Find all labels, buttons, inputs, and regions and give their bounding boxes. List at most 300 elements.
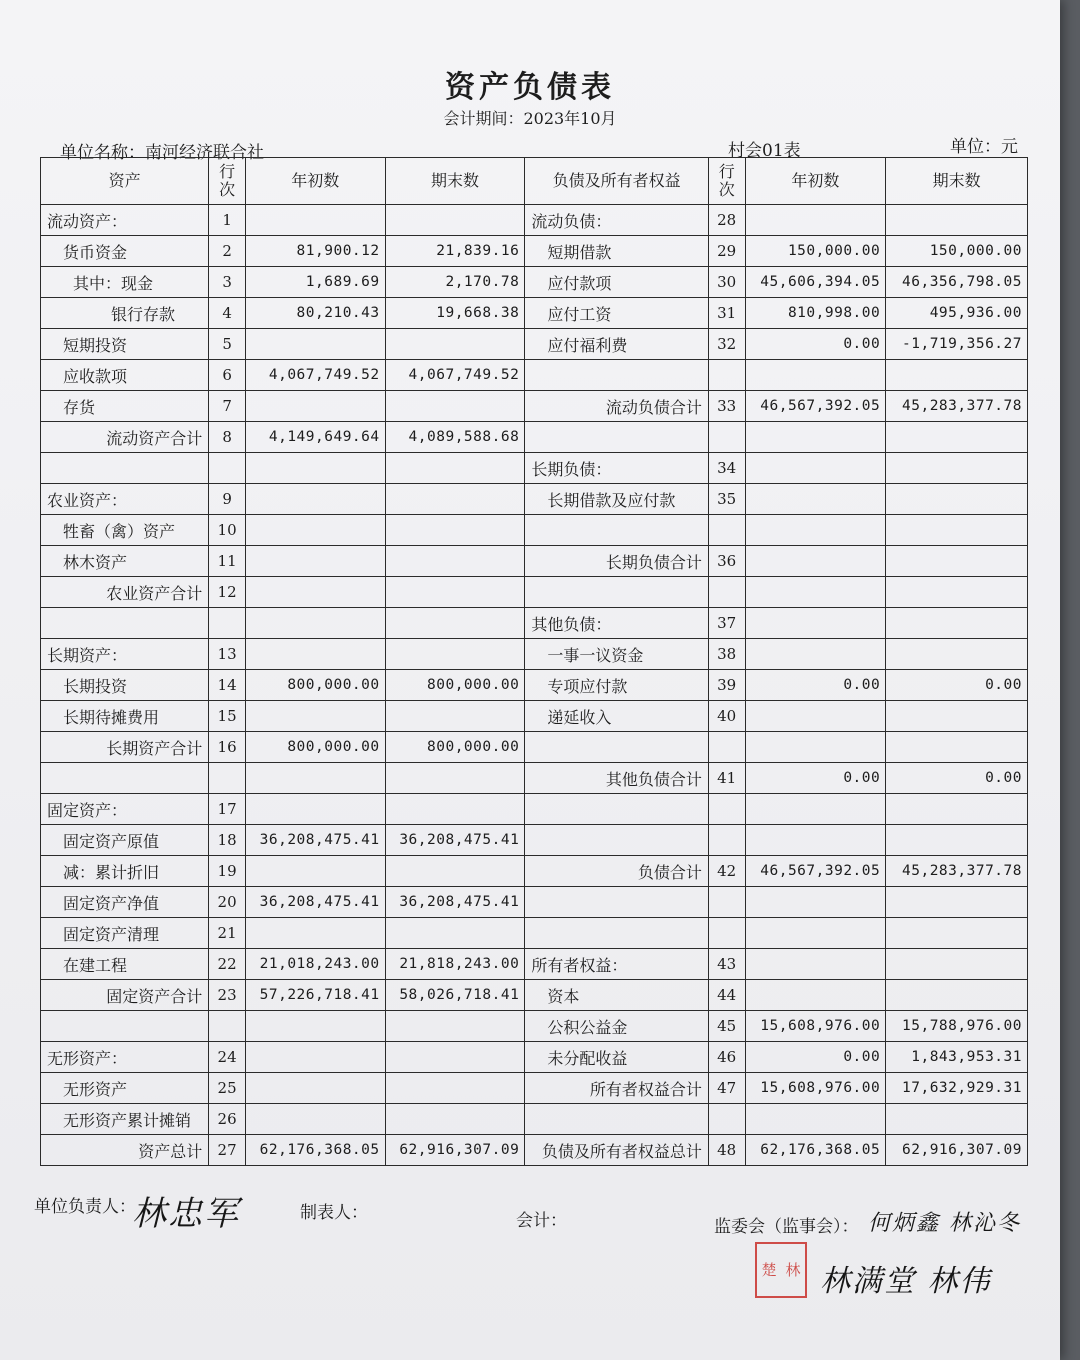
liability-line-no: 38 <box>708 639 745 670</box>
liability-end-amount <box>886 546 1028 577</box>
liability-label <box>525 360 709 391</box>
liability-end-amount <box>886 980 1028 1011</box>
liability-label: 长期借款及应付款 <box>525 484 709 515</box>
asset-label <box>41 453 209 484</box>
asset-end-amount <box>385 515 525 546</box>
asset-label: 林木资产 <box>41 546 209 577</box>
liability-begin-amount <box>745 1104 886 1135</box>
liability-end-amount: 15,788,976.00 <box>886 1011 1028 1042</box>
asset-begin-amount <box>245 453 385 484</box>
liability-end-amount <box>886 794 1028 825</box>
liability-label <box>525 732 709 763</box>
liability-begin-amount: 62,176,368.05 <box>745 1135 886 1166</box>
liability-begin-amount <box>745 918 886 949</box>
asset-begin-amount <box>245 918 385 949</box>
asset-label: 资产总计 <box>41 1135 209 1166</box>
asset-begin-amount: 57,226,718.41 <box>245 980 385 1011</box>
liability-begin-amount <box>745 608 886 639</box>
asset-label: 在建工程 <box>41 949 209 980</box>
asset-line-no: 17 <box>209 794 246 825</box>
liability-begin-amount <box>745 732 886 763</box>
liability-label <box>525 918 709 949</box>
bottom-signatures: 林满堂 林伟 <box>820 1264 992 1299</box>
liability-label <box>525 422 709 453</box>
table-row <box>41 949 1028 980</box>
liability-label: 长期负债合计 <box>525 546 709 577</box>
table-header-row <box>41 158 1028 205</box>
seal-char: 楚 <box>761 1261 777 1279</box>
liability-begin-amount: 45,606,394.05 <box>745 267 886 298</box>
liability-line-no: 45 <box>708 1011 745 1042</box>
asset-label: 短期投资 <box>41 329 209 360</box>
table-body <box>41 205 1028 1166</box>
asset-end-amount: 800,000.00 <box>385 732 525 763</box>
asset-line-no: 3 <box>209 267 246 298</box>
liability-end-amount: 62,916,307.09 <box>886 1135 1028 1166</box>
liability-line-no: 32 <box>708 329 745 360</box>
asset-line-no: 8 <box>209 422 246 453</box>
asset-line-no: 15 <box>209 701 246 732</box>
asset-begin-amount: 36,208,475.41 <box>245 887 385 918</box>
table-row <box>41 1042 1028 1073</box>
asset-line-no: 25 <box>209 1073 246 1104</box>
liability-label: 其他负债合计 <box>525 763 709 794</box>
accountant-label: 会计： <box>516 1211 567 1231</box>
liability-label <box>525 794 709 825</box>
liability-begin-amount <box>745 887 886 918</box>
liability-label: 长期负债： <box>525 453 709 484</box>
liability-line-no <box>708 360 745 391</box>
asset-begin-amount <box>245 391 385 422</box>
liability-begin-amount: 0.00 <box>745 1042 886 1073</box>
asset-begin-amount: 800,000.00 <box>245 670 385 701</box>
liability-end-amount <box>886 515 1028 546</box>
asset-end-amount: 4,089,588.68 <box>385 422 525 453</box>
liability-line-no: 48 <box>708 1135 745 1166</box>
asset-line-no: 24 <box>209 1042 246 1073</box>
asset-end-amount <box>385 577 525 608</box>
liability-line-no <box>708 577 745 608</box>
asset-line-no: 12 <box>209 577 246 608</box>
liability-line-no: 35 <box>708 484 745 515</box>
responsible-signature: 林忠军 <box>132 1194 240 1234</box>
liability-begin-amount <box>745 949 886 980</box>
asset-label: 农业资产： <box>41 484 209 515</box>
liability-end-amount: 495,936.00 <box>886 298 1028 329</box>
responsible-label: 单位负责人： <box>34 1197 136 1217</box>
liability-label: 其他负债： <box>525 608 709 639</box>
asset-begin-amount: 800,000.00 <box>245 732 385 763</box>
page-title: 资产负债表 <box>445 70 615 105</box>
liability-label: 应付工资 <box>525 298 709 329</box>
asset-end-amount: 62,916,307.09 <box>385 1135 525 1166</box>
asset-begin-amount: 1,689.69 <box>245 267 385 298</box>
asset-begin-amount: 81,900.12 <box>245 236 385 267</box>
table-row <box>41 484 1028 515</box>
liability-end-amount: 17,632,929.31 <box>886 1073 1028 1104</box>
asset-end-amount: 36,208,475.41 <box>385 825 525 856</box>
liability-label: 递延收入 <box>525 701 709 732</box>
asset-line-no: 22 <box>209 949 246 980</box>
table-row <box>41 391 1028 422</box>
liability-begin-amount: 15,608,976.00 <box>745 1011 886 1042</box>
unit-name: 单位名称：南河经济联合社 <box>60 143 264 163</box>
asset-line-no <box>209 1011 246 1042</box>
asset-end-amount <box>385 763 525 794</box>
form-id: 村会01表 <box>728 141 801 161</box>
liability-begin-amount: 0.00 <box>745 329 886 360</box>
liability-end-amount <box>886 701 1028 732</box>
asset-line-no: 4 <box>209 298 246 329</box>
table-row <box>41 515 1028 546</box>
asset-line-no: 9 <box>209 484 246 515</box>
liability-label <box>525 887 709 918</box>
liability-end-amount <box>886 422 1028 453</box>
table-row <box>41 670 1028 701</box>
asset-begin-amount <box>245 1042 385 1073</box>
table-row <box>41 608 1028 639</box>
asset-end-amount <box>385 546 525 577</box>
asset-line-no: 6 <box>209 360 246 391</box>
liability-end-amount: 45,283,377.78 <box>886 856 1028 887</box>
liability-label <box>525 1104 709 1135</box>
asset-label: 长期待摊费用 <box>41 701 209 732</box>
asset-line-no: 20 <box>209 887 246 918</box>
asset-begin-amount: 62,176,368.05 <box>245 1135 385 1166</box>
asset-begin-amount <box>245 1011 385 1042</box>
liability-end-amount: 0.00 <box>886 763 1028 794</box>
asset-label: 长期投资 <box>41 670 209 701</box>
liability-label: 应付福利费 <box>525 329 709 360</box>
asset-end-amount <box>385 1104 525 1135</box>
liability-label: 应付款项 <box>525 267 709 298</box>
seal-char: 林 <box>785 1261 801 1279</box>
asset-line-no <box>209 453 246 484</box>
liability-line-no: 28 <box>708 205 745 236</box>
liability-line-no: 42 <box>708 856 745 887</box>
asset-label <box>41 608 209 639</box>
liability-begin-amount <box>745 453 886 484</box>
asset-label: 长期资产： <box>41 639 209 670</box>
asset-begin-amount <box>245 1073 385 1104</box>
supervisory-signatures: 何炳鑫 林沁冬 <box>868 1211 1021 1236</box>
asset-end-amount: 36,208,475.41 <box>385 887 525 918</box>
liability-line-no: 39 <box>708 670 745 701</box>
liability-begin-amount: 810,998.00 <box>745 298 886 329</box>
table-row <box>41 825 1028 856</box>
asset-label <box>41 1011 209 1042</box>
liability-line-no: 41 <box>708 763 745 794</box>
liability-begin-amount <box>745 794 886 825</box>
table-row <box>41 639 1028 670</box>
liability-end-amount: 150,000.00 <box>886 236 1028 267</box>
liability-end-amount: 0.00 <box>886 670 1028 701</box>
asset-begin-amount <box>245 701 385 732</box>
liability-label: 一事一议资金 <box>525 639 709 670</box>
asset-line-no: 7 <box>209 391 246 422</box>
liability-end-amount <box>886 825 1028 856</box>
header-end-right: 期末数 <box>886 158 1028 205</box>
liability-line-no: 47 <box>708 1073 745 1104</box>
asset-begin-amount <box>245 546 385 577</box>
liability-label: 短期借款 <box>525 236 709 267</box>
asset-begin-amount <box>245 856 385 887</box>
asset-end-amount <box>385 391 525 422</box>
asset-label: 流动资产： <box>41 205 209 236</box>
asset-end-amount <box>385 639 525 670</box>
asset-label: 应收款项 <box>41 360 209 391</box>
asset-end-amount: 2,170.78 <box>385 267 525 298</box>
asset-end-amount <box>385 794 525 825</box>
asset-label: 牲畜（禽）资产 <box>41 515 209 546</box>
liability-label: 资本 <box>525 980 709 1011</box>
liability-line-no: 31 <box>708 298 745 329</box>
liability-begin-amount: 15,608,976.00 <box>745 1073 886 1104</box>
asset-end-amount <box>385 1042 525 1073</box>
table-row <box>41 1104 1028 1135</box>
asset-end-amount: 21,839.16 <box>385 236 525 267</box>
liability-begin-amount: 0.00 <box>745 763 886 794</box>
liability-label: 负债合计 <box>525 856 709 887</box>
asset-end-amount <box>385 1073 525 1104</box>
liability-line-no <box>708 825 745 856</box>
table-row <box>41 329 1028 360</box>
liability-label: 所有者权益合计 <box>525 1073 709 1104</box>
liability-line-no: 43 <box>708 949 745 980</box>
liability-end-amount <box>886 608 1028 639</box>
liability-label: 所有者权益： <box>525 949 709 980</box>
asset-label: 流动资产合计 <box>41 422 209 453</box>
asset-begin-amount <box>245 1104 385 1135</box>
asset-end-amount: 58,026,718.41 <box>385 980 525 1011</box>
liability-line-no: 46 <box>708 1042 745 1073</box>
liability-begin-amount <box>745 980 886 1011</box>
liability-end-amount <box>886 484 1028 515</box>
asset-end-amount <box>385 329 525 360</box>
asset-line-no: 14 <box>209 670 246 701</box>
asset-begin-amount <box>245 794 385 825</box>
asset-label: 农业资产合计 <box>41 577 209 608</box>
asset-label: 减：累计折旧 <box>41 856 209 887</box>
asset-label: 固定资产净值 <box>41 887 209 918</box>
liability-begin-amount <box>745 577 886 608</box>
header-liability: 负债及所有者权益 <box>525 158 709 205</box>
liability-label: 专项应付款 <box>525 670 709 701</box>
liability-line-no: 34 <box>708 453 745 484</box>
asset-line-no: 23 <box>209 980 246 1011</box>
supervisory-label: 监委会（监事会）： <box>714 1217 859 1237</box>
asset-begin-amount <box>245 515 385 546</box>
table-row <box>41 205 1028 236</box>
table-row <box>41 1011 1028 1042</box>
asset-end-amount <box>385 701 525 732</box>
liability-end-amount <box>886 453 1028 484</box>
liability-end-amount: 46,356,798.05 <box>886 267 1028 298</box>
asset-label: 其中：现金 <box>41 267 209 298</box>
liability-line-no: 44 <box>708 980 745 1011</box>
liability-line-no: 33 <box>708 391 745 422</box>
liability-begin-amount <box>745 639 886 670</box>
table-row <box>41 422 1028 453</box>
liability-label <box>525 515 709 546</box>
liability-end-amount <box>886 360 1028 391</box>
asset-line-no: 21 <box>209 918 246 949</box>
asset-line-no: 18 <box>209 825 246 856</box>
asset-line-no: 2 <box>209 236 246 267</box>
liability-line-no: 37 <box>708 608 745 639</box>
asset-label: 固定资产合计 <box>41 980 209 1011</box>
liability-begin-amount <box>745 422 886 453</box>
asset-end-amount <box>385 484 525 515</box>
liability-label: 公积公益金 <box>525 1011 709 1042</box>
liability-end-amount <box>886 732 1028 763</box>
liability-end-amount: 1,843,953.31 <box>886 1042 1028 1073</box>
liability-begin-amount <box>745 515 886 546</box>
liability-line-no: 40 <box>708 701 745 732</box>
asset-end-amount <box>385 205 525 236</box>
table-row <box>41 856 1028 887</box>
header-end-left: 期末数 <box>385 158 525 205</box>
asset-label: 固定资产： <box>41 794 209 825</box>
liability-end-amount: -1,719,356.27 <box>886 329 1028 360</box>
liability-begin-amount <box>745 205 886 236</box>
liability-end-amount <box>886 887 1028 918</box>
table-row <box>41 701 1028 732</box>
asset-label: 无形资产累计摊销 <box>41 1104 209 1135</box>
liability-end-amount <box>886 205 1028 236</box>
table-row <box>41 546 1028 577</box>
asset-label: 银行存款 <box>41 298 209 329</box>
asset-end-amount <box>385 1011 525 1042</box>
table-row <box>41 1073 1028 1104</box>
liability-end-amount: 45,283,377.78 <box>886 391 1028 422</box>
asset-end-amount <box>385 608 525 639</box>
liability-line-no <box>708 732 745 763</box>
asset-label <box>41 763 209 794</box>
liability-label: 未分配收益 <box>525 1042 709 1073</box>
balance-sheet-table <box>40 157 1028 1166</box>
red-seal-stamp <box>755 1242 807 1298</box>
asset-line-no: 5 <box>209 329 246 360</box>
asset-end-amount: 21,818,243.00 <box>385 949 525 980</box>
liability-begin-amount: 46,567,392.05 <box>745 391 886 422</box>
table-row <box>41 918 1028 949</box>
asset-line-no: 10 <box>209 515 246 546</box>
liability-line-no: 30 <box>708 267 745 298</box>
header-begin-left: 年初数 <box>245 158 385 205</box>
table-row <box>41 360 1028 391</box>
liability-line-no <box>708 794 745 825</box>
table-row <box>41 453 1028 484</box>
asset-line-no: 19 <box>209 856 246 887</box>
table-row <box>41 1135 1028 1166</box>
liability-end-amount <box>886 918 1028 949</box>
asset-begin-amount <box>245 577 385 608</box>
liability-label <box>525 577 709 608</box>
table-row <box>41 887 1028 918</box>
asset-begin-amount <box>245 608 385 639</box>
table-row <box>41 732 1028 763</box>
asset-label: 存货 <box>41 391 209 422</box>
table-row <box>41 267 1028 298</box>
liability-end-amount <box>886 577 1028 608</box>
liability-begin-amount <box>745 484 886 515</box>
liability-label <box>525 825 709 856</box>
asset-begin-amount: 21,018,243.00 <box>245 949 385 980</box>
table-row <box>41 236 1028 267</box>
liability-line-no <box>708 887 745 918</box>
asset-line-no: 13 <box>209 639 246 670</box>
asset-line-no: 27 <box>209 1135 246 1166</box>
asset-end-amount <box>385 856 525 887</box>
preparer-label: 制表人： <box>300 1203 368 1223</box>
liability-line-no <box>708 918 745 949</box>
liability-begin-amount <box>745 701 886 732</box>
liability-line-no: 29 <box>708 236 745 267</box>
asset-begin-amount <box>245 763 385 794</box>
liability-end-amount <box>886 949 1028 980</box>
header-begin-right: 年初数 <box>745 158 886 205</box>
table-row <box>41 763 1028 794</box>
table-row <box>41 298 1028 329</box>
asset-line-no: 11 <box>209 546 246 577</box>
table-row <box>41 577 1028 608</box>
asset-line-no <box>209 608 246 639</box>
asset-begin-amount: 36,208,475.41 <box>245 825 385 856</box>
asset-end-amount <box>385 453 525 484</box>
accounting-period: 会计期间：2023年10月 <box>443 109 617 128</box>
liability-line-no <box>708 515 745 546</box>
liability-end-amount <box>886 639 1028 670</box>
table-row <box>41 794 1028 825</box>
asset-begin-amount: 80,210.43 <box>245 298 385 329</box>
liability-line-no <box>708 1104 745 1135</box>
liability-line-no <box>708 422 745 453</box>
asset-end-amount: 4,067,749.52 <box>385 360 525 391</box>
liability-begin-amount: 150,000.00 <box>745 236 886 267</box>
asset-label: 无形资产： <box>41 1042 209 1073</box>
header-line-right: 行次 <box>708 158 745 205</box>
liability-begin-amount <box>745 360 886 391</box>
asset-end-amount: 19,668.38 <box>385 298 525 329</box>
asset-label: 固定资产原值 <box>41 825 209 856</box>
liability-begin-amount <box>745 546 886 577</box>
asset-line-no: 1 <box>209 205 246 236</box>
liability-label: 负债及所有者权益总计 <box>525 1135 709 1166</box>
header-line-left: 行次 <box>209 158 246 205</box>
asset-begin-amount <box>245 639 385 670</box>
asset-begin-amount: 4,149,649.64 <box>245 422 385 453</box>
liability-begin-amount: 46,567,392.05 <box>745 856 886 887</box>
asset-end-amount <box>385 918 525 949</box>
asset-line-no: 26 <box>209 1104 246 1135</box>
asset-label: 无形资产 <box>41 1073 209 1104</box>
asset-label: 固定资产清理 <box>41 918 209 949</box>
currency-unit: 单位：元 <box>950 137 1018 157</box>
liability-line-no: 36 <box>708 546 745 577</box>
liability-begin-amount <box>745 825 886 856</box>
asset-begin-amount <box>245 205 385 236</box>
asset-begin-amount <box>245 329 385 360</box>
asset-label: 长期资产合计 <box>41 732 209 763</box>
liability-label: 流动负债： <box>525 205 709 236</box>
asset-begin-amount: 4,067,749.52 <box>245 360 385 391</box>
liability-label: 流动负债合计 <box>525 391 709 422</box>
asset-begin-amount <box>245 484 385 515</box>
asset-end-amount: 800,000.00 <box>385 670 525 701</box>
asset-label: 货币资金 <box>41 236 209 267</box>
table-row <box>41 980 1028 1011</box>
